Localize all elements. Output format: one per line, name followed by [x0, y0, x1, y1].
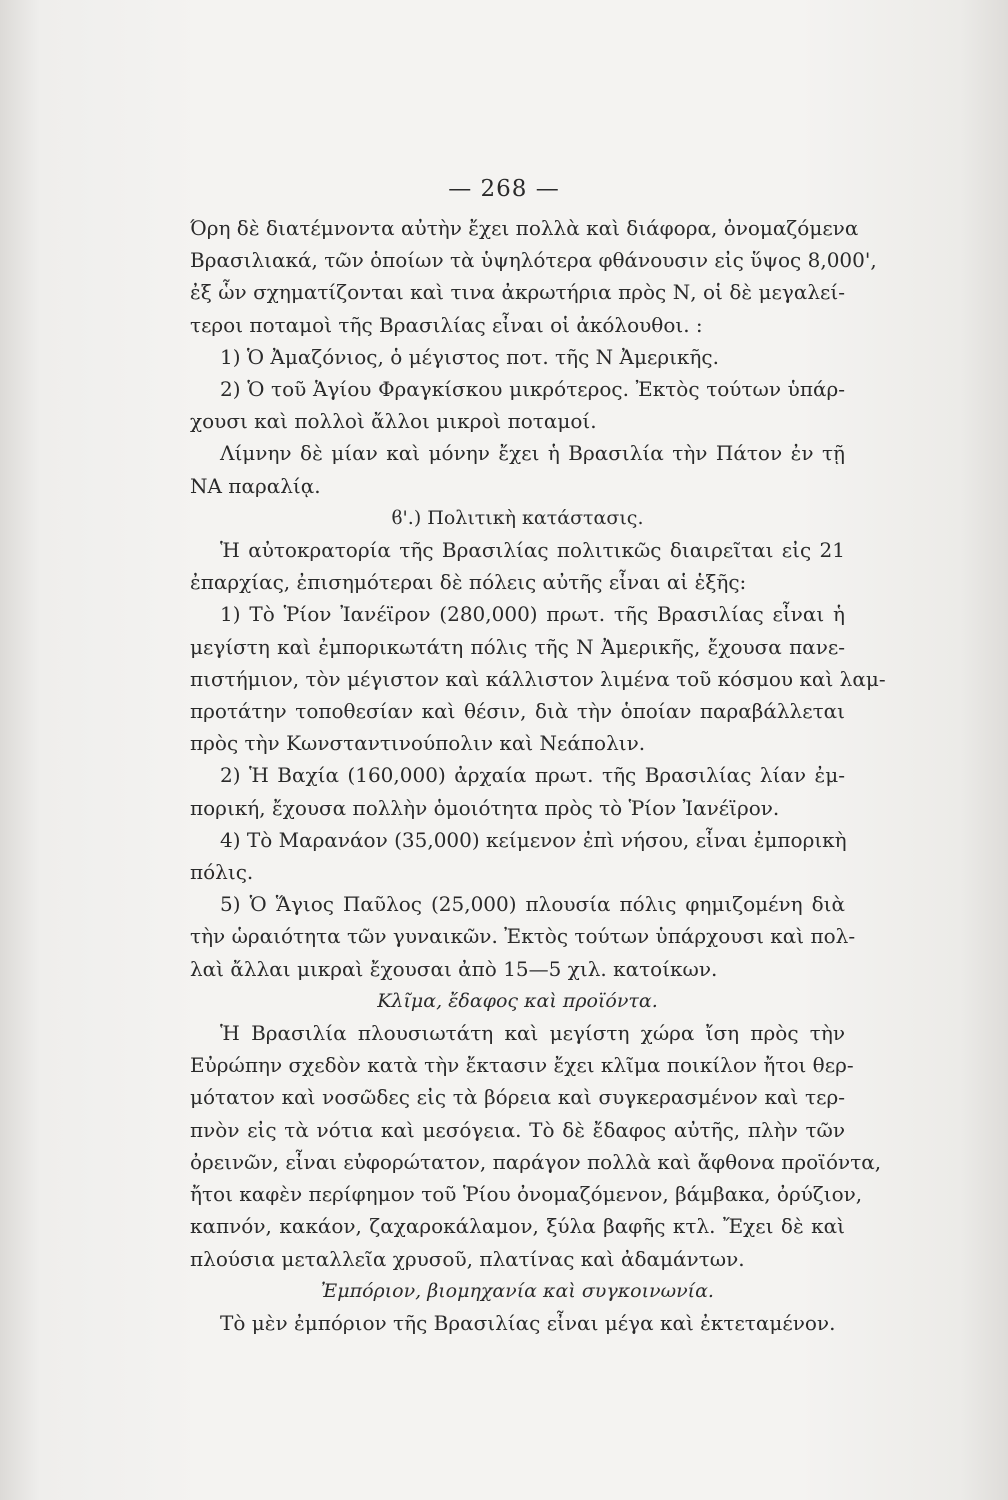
text-line: τεροι ποταμοὶ τῆς Βρασιλίας εἶναι οἱ ἀκόλουθοι. : — [190, 312, 703, 337]
text-line: μεγίστη καὶ ἐμπορικωτάτη πόλις τῆς Ν Ἀμερικῆς, ἔχουσα πανε- — [190, 634, 845, 659]
text-line: Τὸ μὲν ἐμπόριον τῆς Βρασιλίας εἶναι μέγα καὶ ἐκτεταμένον. — [220, 1310, 836, 1335]
text-line: Ἐμπόριον, βιομηχανία καὶ συγκοινωνία. — [321, 1279, 714, 1302]
text-line: χουσι καὶ πολλοὶ ἄλλοι μικροὶ ποταμοί. — [190, 409, 597, 434]
text-line: Ἡ Βρασιλία πλουσιωτάτη καὶ μεγίστη χώρα ἴση πρὸς τὴν — [220, 1021, 845, 1046]
text-line: Λίμνην δὲ μίαν καὶ μόνην ἔχει ἡ Βρασιλία τὴν Πάτον ἐν τῇ — [220, 441, 845, 466]
page-number: — 268 — — [448, 176, 560, 202]
text-line: ὀρεινῶν, εἶναι εὐφορώτατον, παράγον πολλὰ καὶ ἄφθονα προϊόντα, — [190, 1149, 882, 1174]
text-body — [190, 212, 886, 1339]
text-line: 4) Τὸ Μαρανάον (35,000) κείμενον ἐπὶ νήσου, εἶναι ἐμπορικὴ — [220, 827, 847, 852]
text-line: πλούσια μεταλλεῖα χρυσοῦ, πλατίνας καὶ ἀδαμάντων. — [190, 1246, 745, 1271]
text-line: ἐξ ὧν σχηματίζονται καὶ τινα ἀκρωτήρια πρὸς Ν, οἱ δὲ μεγαλεί- — [190, 280, 845, 305]
text-line: Ἡ αὐτοκρατορία τῆς Βρασιλίας πολιτικῶς διαιρεῖται εἰς 21 — [220, 538, 845, 563]
text-line: Κλῖμα, ἔδαφος καὶ προϊόντα. — [377, 989, 658, 1012]
text-line: τὴν ὡραιότητα τῶν γυναικῶν. Ἐκτὸς τούτων ὑπάρχουσι καὶ πολ- — [190, 924, 856, 949]
text-line: Όρη δὲ διατέμνοντα αὐτὴν ἔχει πολλὰ καὶ διάφορα, ὀνομαζόμενα — [190, 216, 859, 240]
text-line: Βρασιλιακά, τῶν ὁποίων τὰ ὑψηλότερα φθάνουσιν εἰς ὕψος 8,000', — [190, 248, 877, 273]
text-line: ἐπαρχίας, ἐπισημότεραι δὲ πόλεις αὐτῆς εἶναι αἱ ἑξῆς: — [190, 570, 747, 595]
text-line: μότατον καὶ νοσῶδες εἰς τὰ βόρεια καὶ συγκερασμένον καὶ τερ- — [190, 1085, 845, 1110]
text-line: ϐ'.) Πολιτικὴ κατάστασις. — [391, 506, 644, 529]
text-line: πρὸς τὴν Κωνσταντινούπολιν καὶ Νεάπολιν. — [190, 731, 646, 756]
text-line: προτάτην τοποθεσίαν καὶ θέσιν, διὰ τὴν ὁποίαν παραβάλλεται — [190, 699, 845, 724]
text-line: λαὶ ἄλλαι μικραὶ ἔχουσαι ἀπὸ 15—5 χιλ. κατοίκων. — [190, 956, 718, 981]
text-line: πόλις. — [190, 860, 254, 885]
text-line: Εὐρώπην σχεδὸν κατὰ τὴν ἔκτασιν ἔχει κλῖμα ποικίλον ἤτοι θερ- — [190, 1053, 854, 1078]
text-line: 2) Ἡ Βαχία (160,000) ἀρχαία πρωτ. τῆς Βρασιλίας λίαν ἐμ- — [220, 763, 845, 788]
text-line: 1) Ὁ Ἀμαζόνιος, ὁ μέγιστος ποτ. τῆς Ν Ἀμερικῆς. — [220, 344, 719, 369]
text-line: 2) Ὁ τοῦ Ἁγίου Φραγκίσκου μικρότερος. Ἐκτὸς τούτων ὑπάρ- — [220, 377, 845, 402]
text-line: καπνόν, κακάον, ζαχαροκάλαμον, ξύλα βαφῆς κτλ. Ἔχει δὲ καὶ — [190, 1214, 845, 1239]
text-line: πιστήμιον, τὸν μέγιστον καὶ κάλλιστον λιμένα τοῦ κόσμου καὶ λαμ- — [190, 666, 886, 691]
text-line: ΝΑ παραλίᾳ. — [190, 473, 321, 498]
text-line: 1) Τὸ Ῥίον Ἰανέϊρον (280,000) πρωτ. τῆς Βρασιλίας εἶναι ἡ — [220, 602, 845, 627]
text-line: 5) Ὁ Ἅγιος Παῦλος (25,000) πλουσία πόλις φημιζομένη διὰ — [220, 892, 845, 917]
text-line: πνὸν εἰς τὰ νότια καὶ μεσόγεια. Τὸ δὲ ἔδαφος αὐτῆς, πλὴν τῶν — [190, 1117, 845, 1142]
text-line: ἤτοι καφὲν περίφημον τοῦ Ῥίου ὀνομαζόμενον, βάμβακα, ὀρύζιον, — [190, 1182, 863, 1207]
text-line: πορική, ἔχουσα πολλὴν ὁμοιότητα πρὸς τὸ Ῥίον Ἰανέϊρον. — [190, 795, 780, 820]
